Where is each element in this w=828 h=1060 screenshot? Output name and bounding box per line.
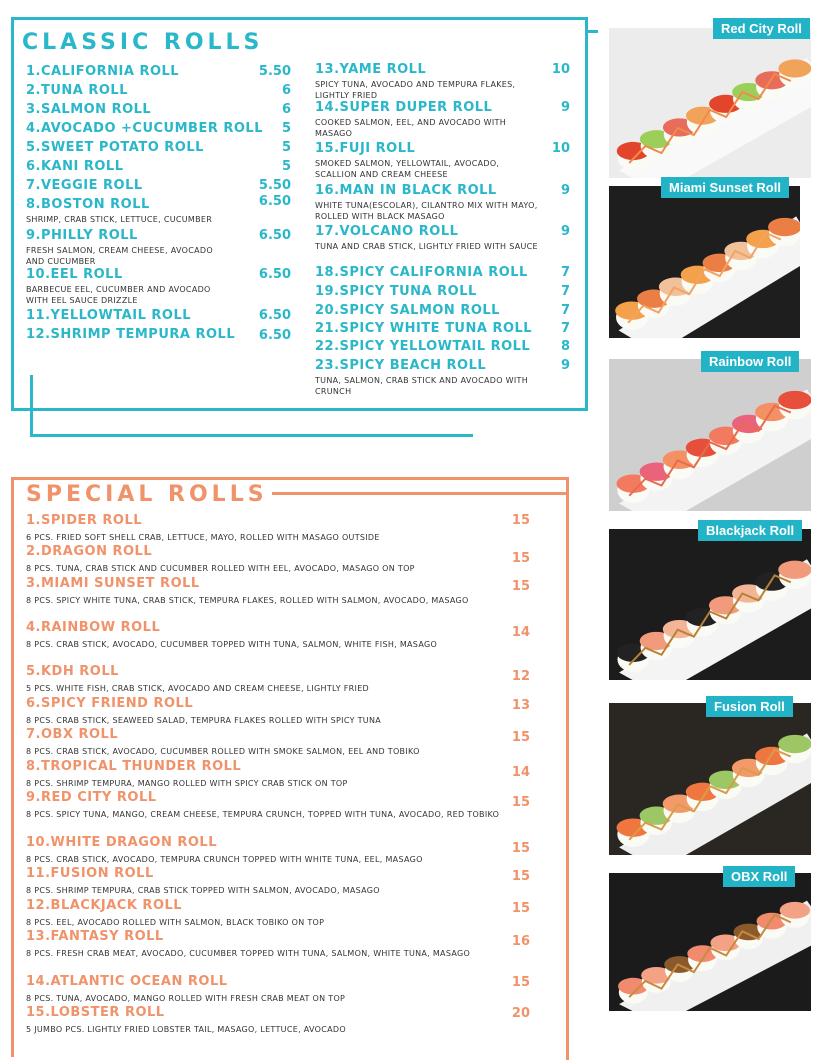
sushi-topping — [778, 391, 811, 409]
classic-item-name: 2.TUNA ROLL — [26, 83, 129, 98]
special-title: SPECIAL ROLLS — [26, 482, 272, 507]
special-item-desc: 8 PCS. TUNA, CRAB STICK AND CUCUMBER ROLLED WITH EEL, AVOCADO, MASAGO ON TOP — [26, 564, 415, 573]
special-item-name: 1.SPIDER ROLL — [26, 513, 143, 528]
classic-item-name: 14.SUPER DUPER ROLL — [315, 100, 493, 115]
classic-item-name: 7.VEGGIE ROLL — [26, 178, 143, 193]
special-item-name: 12.BLACKJACK ROLL — [26, 898, 183, 913]
classic-frame-accent-right — [588, 30, 598, 33]
classic-item-name: 6.KANI ROLL — [26, 159, 124, 174]
classic-item-desc: FRESH SALMON, CREAM CHEESE, AVOCADO AND CUCUMBER — [26, 246, 213, 266]
classic-item-price: 6.50 — [258, 308, 291, 323]
sushi-illustration — [609, 359, 811, 511]
special-item-name: 5.KDH ROLL — [26, 664, 119, 679]
classic-item-price: 10 — [551, 62, 570, 77]
special-frame-inner-right — [566, 492, 569, 1060]
classic-item-desc: SPICY TUNA, AVOCADO AND TEMPURA FLAKES, LIGHTLY FRIED — [315, 80, 516, 100]
special-item-desc: 8 PCS. SHRIMP TEMPURA, CRAB STICK TOPPED WITH SALMON, AVOCADO, MASAGO — [26, 886, 380, 895]
special-item-price: 12 — [511, 669, 530, 684]
sushi-photo — [609, 28, 811, 178]
classic-title: CLASSIC ROLLS — [22, 30, 267, 55]
special-item-price: 15 — [511, 579, 530, 594]
classic-item-name: 4.AVOCADO +CUCUMBER ROLL — [26, 121, 263, 136]
photo-label: Miami Sunset Roll — [661, 177, 789, 198]
classic-item-name: 13.YAME ROLL — [315, 62, 427, 77]
sushi-topping — [778, 735, 811, 753]
special-item-desc: 8 PCS. EEL, AVOCADO ROLLED WITH SALMON, BLACK TOBIKO ON TOP — [26, 918, 325, 927]
special-item-name: 10.WHITE DRAGON ROLL — [26, 835, 217, 850]
sushi-illustration — [609, 703, 811, 855]
classic-item-price: 10 — [551, 141, 570, 156]
special-item-desc: 6 PCS. FRIED SOFT SHELL CRAB, LETTUCE, MAYO, ROLLED WITH MASAGO OUTSIDE — [26, 533, 380, 542]
classic-item-price: 8 — [560, 339, 570, 354]
special-item-price: 13 — [511, 698, 530, 713]
classic-item-price: 9 — [560, 358, 570, 373]
classic-item-price: 6 — [281, 102, 291, 117]
classic-item-name: 3.SALMON ROLL — [26, 102, 152, 117]
classic-item-price: 6.50 — [258, 194, 291, 209]
classic-item-price: 7 — [560, 284, 570, 299]
special-item-price: 14 — [511, 625, 530, 640]
classic-item-name: 22.SPICY YELLOWTAIL ROLL — [315, 339, 531, 354]
sushi-topping — [778, 561, 811, 579]
special-item-desc: 8 PCS. SPICY WHITE TUNA, CRAB STICK, TEMPURA FLAKES, ROLLED WITH SALMON, AVOCADO, MASAGO — [26, 596, 469, 605]
classic-item-name: 12.SHRIMP TEMPURA ROLL — [26, 327, 236, 342]
classic-item-desc: COOKED SALMON, EEL, AND AVOCADO WITH MASAGO — [315, 118, 507, 138]
sushi-illustration — [609, 873, 811, 1011]
sushi-illustration — [609, 186, 800, 338]
classic-item-name: 10.EEL ROLL — [26, 267, 123, 282]
classic-item-price: 5 — [281, 140, 291, 155]
special-item-desc: 8 PCS. SHRIMP TEMPURA, MANGO ROLLED WITH SPICY CRAB STICK ON TOP — [26, 779, 348, 788]
classic-item-desc: SHRIMP, CRAB STICK, LETTUCE, CUCUMBER — [26, 215, 213, 224]
special-item-name: 13.FANTASY ROLL — [26, 929, 164, 944]
sushi-illustration — [609, 28, 811, 178]
special-item-price: 15 — [511, 551, 530, 566]
classic-item-price: 5 — [281, 121, 291, 136]
sushi-topping — [780, 902, 810, 919]
photo-label: OBX Roll — [723, 866, 795, 887]
special-item-price: 16 — [511, 934, 530, 949]
special-item-name: 3.MIAMI SUNSET ROLL — [26, 576, 200, 591]
sushi-photo — [609, 529, 811, 680]
special-item-name: 8.TROPICAL THUNDER ROLL — [26, 759, 242, 774]
classic-item-name: 15.FUJI ROLL — [315, 141, 416, 156]
classic-item-price: 5.50 — [258, 178, 291, 193]
special-item-desc: 5 PCS. WHITE FISH, CRAB STICK, AVOCADO AND CREAM CHEESE, LIGHTLY FRIED — [26, 684, 370, 693]
classic-item-desc: TUNA, SALMON, CRAB STICK AND AVOCADO WITH CRUNCH — [315, 376, 529, 396]
classic-item-price: 7 — [560, 265, 570, 280]
classic-item-price: 5.50 — [258, 64, 291, 79]
sushi-photo — [609, 359, 811, 511]
classic-item-name: 20.SPICY SALMON ROLL — [315, 303, 500, 318]
special-item-name: 6.SPICY FRIEND ROLL — [26, 696, 194, 711]
special-item-price: 15 — [511, 795, 530, 810]
special-item-price: 14 — [511, 765, 530, 780]
special-item-name: 2.DRAGON ROLL — [26, 544, 153, 559]
special-item-name: 4.RAINBOW ROLL — [26, 620, 161, 635]
classic-item-name: 1.CALIFORNIA ROLL — [26, 64, 180, 79]
special-item-price: 15 — [511, 869, 530, 884]
special-item-price: 20 — [511, 1006, 530, 1021]
classic-item-desc: TUNA AND CRAB STICK, LIGHTLY FRIED WITH SAUCE — [315, 242, 538, 251]
special-item-desc: 8 PCS. CRAB STICK, SEAWEED SALAD, TEMPURA FLAKES ROLLED WITH SPICY TUNA — [26, 716, 382, 725]
special-item-desc: 8 PCS. CRAB STICK, AVOCADO, CUCUMBER TOPPED WITH TUNA, SALMON, WHITE FISH, MASAGO — [26, 640, 438, 649]
classic-item-price: 9 — [560, 100, 570, 115]
classic-item-price: 6 — [281, 83, 291, 98]
classic-item-price: 7 — [560, 303, 570, 318]
special-item-name: 7.OBX ROLL — [26, 727, 119, 742]
classic-item-name: 8.BOSTON ROLL — [26, 197, 150, 212]
classic-item-price: 5 — [281, 159, 291, 174]
classic-item-desc: BARBECUE EEL, CUCUMBER AND AVOCADO WITH EEL SAUCE DRIZZLE — [26, 285, 211, 305]
special-item-price: 15 — [511, 975, 530, 990]
special-item-price: 15 — [511, 841, 530, 856]
special-item-desc: 8 PCS. SPICY TUNA, MANGO, CREAM CHEESE, TEMPURA CRUNCH, TOPPED WITH TUNA, AVOCADO, RED TOBIKO — [26, 810, 500, 819]
classic-item-name: 16.MAN IN BLACK ROLL — [315, 183, 497, 198]
special-item-price: 15 — [511, 901, 530, 916]
special-item-desc: 8 PCS. CRAB STICK, AVOCADO, TEMPURA CRUNCH TOPPED WITH WHITE TUNA, EEL, MASAGO — [26, 855, 423, 864]
classic-item-name: 21.SPICY WHITE TUNA ROLL — [315, 321, 533, 336]
classic-item-price: 9 — [560, 224, 570, 239]
classic-frame-accent — [30, 375, 33, 437]
sushi-topping — [768, 218, 800, 236]
classic-item-name: 18.SPICY CALIFORNIA ROLL — [315, 265, 528, 280]
classic-item-desc: WHITE TUNA(ESCOLAR), CILANTRO MIX WITH MAYO, ROLLED WITH BLACK MASAGO — [315, 201, 538, 221]
classic-item-name: 11.YELLOWTAIL ROLL — [26, 308, 192, 323]
classic-item-name: 5.SWEET POTATO ROLL — [26, 140, 204, 155]
special-item-desc: 8 PCS. FRESH CRAB MEAT, AVOCADO, CUCUMBER TOPPED WITH TUNA, SALMON, WHITE TUNA, MASAGO — [26, 949, 471, 958]
classic-item-name: 19.SPICY TUNA ROLL — [315, 284, 477, 299]
special-item-name: 9.RED CITY ROLL — [26, 790, 157, 805]
classic-item-price: 9 — [560, 183, 570, 198]
classic-item-name: 9.PHILLY ROLL — [26, 228, 138, 243]
special-item-name: 11.FUSION ROLL — [26, 866, 154, 881]
photo-label: Blackjack Roll — [698, 520, 802, 541]
classic-item-price: 7 — [560, 321, 570, 336]
special-item-price: 15 — [511, 730, 530, 745]
sushi-topping — [778, 59, 811, 77]
special-item-price: 15 — [511, 513, 530, 528]
special-item-name: 15.LOBSTER ROLL — [26, 1005, 165, 1020]
classic-item-price: 6.50 — [258, 228, 291, 243]
photo-label: Rainbow Roll — [701, 351, 799, 372]
classic-item-name: 17.VOLCANO ROLL — [315, 224, 459, 239]
classic-item-price: 6.50 — [258, 267, 291, 282]
sushi-photo — [609, 873, 811, 1011]
sushi-photo — [609, 186, 800, 338]
classic-item-desc: SMOKED SALMON, YELLOWTAIL, AVOCADO, SCALLION AND CREAM CHEESE — [315, 159, 500, 179]
classic-item-price: 6.50 — [258, 328, 291, 343]
sushi-illustration — [609, 529, 811, 680]
special-item-desc: 8 PCS. TUNA, AVOCADO, MANGO ROLLED WITH FRESH CRAB MEAT ON TOP — [26, 994, 346, 1003]
photo-label: Red City Roll — [713, 18, 810, 39]
classic-frame-accent-bottom — [30, 434, 473, 437]
sushi-photo — [609, 703, 811, 855]
special-item-name: 14.ATLANTIC OCEAN ROLL — [26, 974, 228, 989]
special-item-desc: 8 PCS. CRAB STICK, AVOCADO, CUCUMBER ROLLED WITH SMOKE SALMON, EEL AND TOBIKO — [26, 747, 420, 756]
photo-label: Fusion Roll — [706, 696, 793, 717]
special-item-desc: 5 JUMBO PCS. LIGHTLY FRIED LOBSTER TAIL, MASAGO, LETTUCE, AVOCADO — [26, 1025, 346, 1034]
special-frame-inner — [237, 492, 567, 495]
classic-item-name: 23.SPICY BEACH ROLL — [315, 358, 487, 373]
